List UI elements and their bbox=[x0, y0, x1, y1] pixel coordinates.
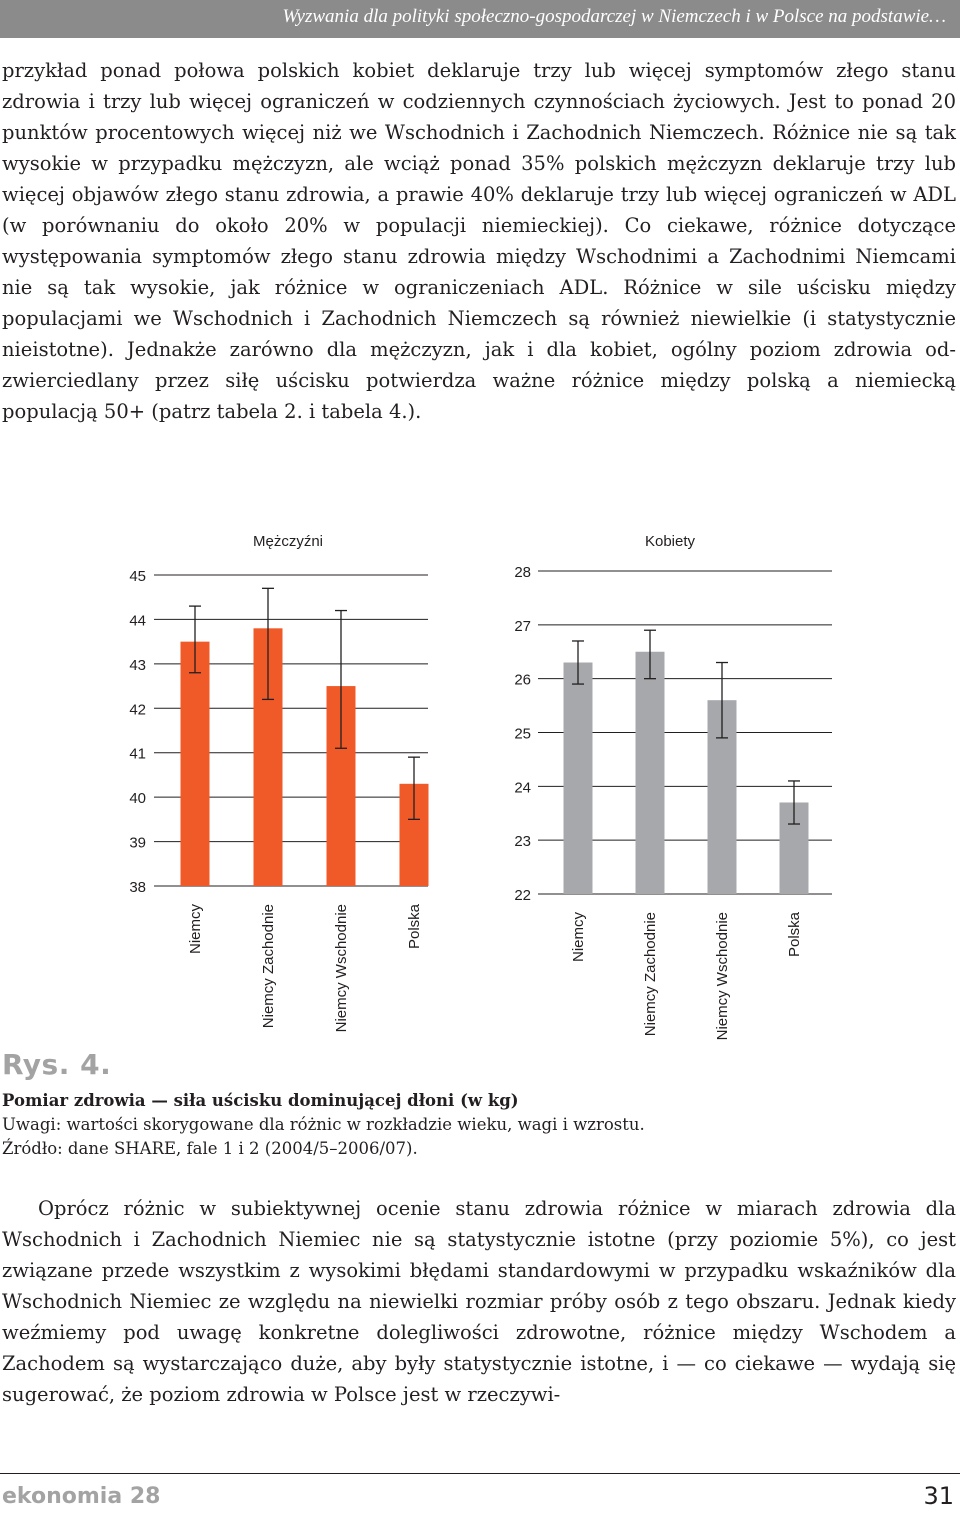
body-paragraph-1: przykład ponad połowa polskich kobiet deklaruje trzy lub więcej symptomów złego stanu zdrowia i trzy lub więcej ograniczeń w codziennych czynnościach życiowych. Jest to ponad 20 punktów procentowych więcej niż we Wschodnich i Zachodnich Niemczech. Różnice nie są tak wysokie w przypadku mężczyzn, ale wciąż ponad 35% polskich mężczyzn deklaruje trzy lub więcej objawów złego stanu zdrowia, a prawie 40% deklaruje trzy lub więcej ograniczeń w ADL (w porównaniu do około 20% w populacji niemieckiej). Co ciekawe, różnice dotyczące występowania symptomów złego stanu zdrowia między Wschodnimi a Zachodnimi Niemcami nie są tak wysokie, jak różnice w ograniczeniach ADL. Różnice w sile uścisku między populacjami we Wschodnich i Zachodnich Niemczech są również niewielkie (i statystycznie nieistotne). Jednakże zarówno dla mężczyzn, jak i dla kobiet, ogólny poziom zdrowia odzwierciedlany przez siłę uścisku potwierdza ważne różnice między polską a niemiecką populacją 50+ (patrz tabela 2. i tabela 4.). bbox=[2, 59, 956, 423]
footer-rule bbox=[0, 1473, 960, 1474]
y-tick-label: 45 bbox=[129, 568, 146, 585]
chart-title: Kobiety bbox=[644, 533, 696, 550]
category-label: Niemcy bbox=[187, 904, 204, 955]
running-header-title: Wyzwania dla polityki społeczno-gospodarczej w Niemczech i w Polsce na podstawie… bbox=[282, 6, 946, 27]
category-label: Polska bbox=[786, 912, 803, 958]
figure-caption-title: Pomiar zdrowia — siła uścisku dominującej dłoni (w kg) bbox=[2, 1091, 519, 1110]
bar bbox=[181, 642, 210, 886]
chart-men-svg bbox=[118, 525, 428, 1045]
bar bbox=[636, 652, 665, 894]
chart-women bbox=[500, 525, 840, 1045]
category-label: Niemcy Wschodnie bbox=[333, 904, 350, 1033]
category-label: Polska bbox=[406, 904, 423, 950]
category-label: Niemcy Zachodnie bbox=[260, 904, 277, 1029]
y-tick-label: 25 bbox=[514, 725, 531, 743]
bar bbox=[564, 663, 593, 894]
running-header-bar bbox=[0, 0, 960, 38]
y-tick-label: 27 bbox=[514, 617, 531, 635]
category-label: Niemcy Wschodnie bbox=[714, 912, 731, 1041]
y-tick-label: 40 bbox=[129, 790, 146, 808]
chart-title: Mężczyźni bbox=[252, 533, 324, 550]
y-tick-label: 22 bbox=[514, 887, 531, 904]
y-tick-label: 41 bbox=[129, 745, 146, 763]
category-label: Niemcy Zachodnie bbox=[642, 912, 659, 1037]
figure-label: Rys. 4. bbox=[2, 1048, 112, 1081]
body-paragraph-2: Oprócz różnic w subiektywnej ocenie stanu zdrowia różnice w miarach zdrowia dla Wschodnich i Zachodnich Niemiec nie są statystycznie istotne (przy poziomie 5%), co jest związane przede wszystkim z wysokimi błędami standardowymi w przypadku wskaźników dla Wschodnich Niemiec ze względu na niewielki rozmiar próby osób z tego obszaru. Jednak kiedy weźmiemy pod uwagę konkretne dolegliwości zdrowotne, różnice między Wschodem a Zachodem są wystarczająco duże, aby były statystycznie istotne, i — co ciekawe — wydają się sugerować, że poziom zdrowia w Polsce jest w rzeczywi- bbox=[2, 1197, 956, 1406]
y-tick-label: 39 bbox=[129, 834, 146, 852]
category-label: Niemcy bbox=[570, 912, 587, 963]
y-tick-label: 28 bbox=[514, 564, 531, 581]
y-tick-label: 24 bbox=[514, 779, 531, 797]
footer-page-number: 31 bbox=[923, 1482, 954, 1510]
figure-caption-note: Uwagi: wartości skorygowane dla różnic w rozkładzie wieku, wagi i wzrostu. bbox=[2, 1115, 645, 1134]
footer-journal-name: ekonomia 28 bbox=[2, 1484, 161, 1509]
y-tick-label: 44 bbox=[129, 612, 146, 630]
y-tick-label: 43 bbox=[129, 656, 146, 674]
y-tick-label: 38 bbox=[129, 879, 146, 896]
chart-women-svg bbox=[500, 525, 840, 1045]
y-tick-label: 42 bbox=[129, 701, 146, 719]
y-tick-label: 26 bbox=[514, 671, 531, 689]
chart-men bbox=[118, 525, 428, 1045]
y-tick-label: 23 bbox=[514, 833, 531, 851]
figure-caption-source: Źródło: dane SHARE, fale 1 i 2 (2004/5–2006/07). bbox=[2, 1139, 418, 1158]
